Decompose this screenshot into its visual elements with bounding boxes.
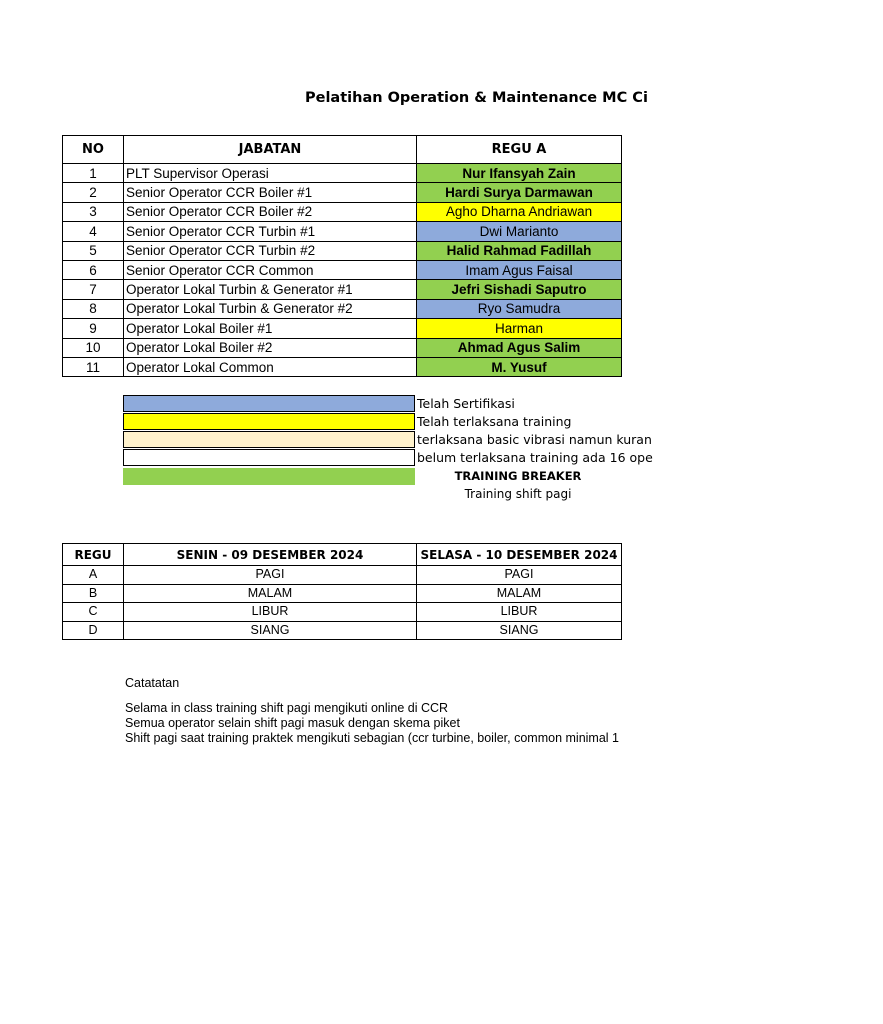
row-number: 3 <box>63 202 124 221</box>
schedule-table-header <box>63 544 622 566</box>
schedule-senin: MALAM <box>124 584 417 603</box>
legend-swatch-cream <box>123 431 415 448</box>
row-regu-a-name: Nur Ifansyah Zain <box>417 164 622 183</box>
row-number: 4 <box>63 222 124 241</box>
legend-row-shift-pagi <box>123 486 883 504</box>
row-number: 7 <box>63 280 124 299</box>
legend-row-basic <box>123 431 883 449</box>
row-regu-a-name: Ahmad Agus Salim <box>417 338 622 357</box>
row-jabatan: Operator Lokal Turbin & Generator #2 <box>124 299 417 318</box>
row-number: 6 <box>63 260 124 279</box>
legend-swatch-green <box>123 468 415 485</box>
row-number: 2 <box>63 183 124 202</box>
row-jabatan: PLT Supervisor Operasi <box>124 164 417 183</box>
legend-label-terlaksana: Telah terlaksana training <box>417 414 572 429</box>
header-regu: REGU <box>63 544 124 566</box>
personnel-table <box>62 135 622 377</box>
notes-heading: Catatatan <box>125 676 180 690</box>
row-jabatan: Senior Operator CCR Boiler #2 <box>124 202 417 221</box>
header-no: NO <box>63 136 124 164</box>
legend-swatch-white <box>123 449 415 466</box>
row-jabatan: Senior Operator CCR Common <box>124 260 417 279</box>
schedule-table <box>62 543 622 640</box>
row-jabatan: Operator Lokal Boiler #2 <box>124 338 417 357</box>
schedule-regu: B <box>63 584 124 603</box>
schedule-selasa: MALAM <box>417 584 622 603</box>
notes <box>125 676 625 746</box>
note-line: Selama in class training shift pagi mengikuti online di CCR <box>125 701 449 715</box>
row-regu-a-name: Hardi Surya Darmawan <box>417 183 622 202</box>
row-number: 8 <box>63 299 124 318</box>
row-jabatan: Senior Operator CCR Boiler #1 <box>124 183 417 202</box>
header-regu-a: REGU A <box>417 136 622 164</box>
schedule-selasa: LIBUR <box>417 603 622 622</box>
row-number: 11 <box>63 357 124 376</box>
row-number: 10 <box>63 338 124 357</box>
schedule-selasa: PAGI <box>417 566 622 585</box>
row-regu-a-name: Halid Rahmad Fadillah <box>417 241 622 260</box>
table-row <box>63 584 622 603</box>
row-regu-a-name: Harman <box>417 319 622 338</box>
legend-label-breaker: TRAINING BREAKER <box>454 469 582 483</box>
table-row <box>63 280 622 299</box>
table-row <box>63 603 622 622</box>
row-jabatan: Operator Lokal Turbin & Generator #1 <box>124 280 417 299</box>
legend-label-shift-pagi: Training shift pagi <box>464 487 572 501</box>
schedule-regu: A <box>63 566 124 585</box>
table-row <box>63 164 622 183</box>
personnel-table-header <box>63 136 622 164</box>
legend-swatch-yellow <box>123 413 415 430</box>
row-number: 5 <box>63 241 124 260</box>
table-row <box>63 338 622 357</box>
schedule-regu: D <box>63 621 124 640</box>
legend-label-sertifikasi: Telah Sertifikasi <box>417 396 515 411</box>
row-jabatan: Operator Lokal Boiler #1 <box>124 319 417 338</box>
row-jabatan: Operator Lokal Common <box>124 357 417 376</box>
row-regu-a-name: Jefri Sishadi Saputro <box>417 280 622 299</box>
table-row <box>63 260 622 279</box>
row-jabatan: Senior Operator CCR Turbin #2 <box>124 241 417 260</box>
table-row <box>63 202 622 221</box>
table-row <box>63 357 622 376</box>
header-senin: SENIN - 09 DESEMBER 2024 <box>124 544 417 566</box>
schedule-regu: C <box>63 603 124 622</box>
row-jabatan: Senior Operator CCR Turbin #1 <box>124 222 417 241</box>
row-regu-a-name: Ryo Samudra <box>417 299 622 318</box>
table-row <box>63 183 622 202</box>
legend-swatch-blue <box>123 395 415 412</box>
legend-label-belum: belum terlaksana training ada 16 ope <box>417 450 653 465</box>
legend-row-terlaksana <box>123 413 883 431</box>
header-selasa: SELASA - 10 DESEMBER 2024 <box>417 544 622 566</box>
schedule-senin: PAGI <box>124 566 417 585</box>
table-row <box>63 566 622 585</box>
table-row <box>63 222 622 241</box>
note-line: Semua operator selain shift pagi masuk dengan skema piket <box>125 716 460 730</box>
legend-row-sertifikasi <box>123 395 883 413</box>
table-row <box>63 241 622 260</box>
row-regu-a-name: Imam Agus Faisal <box>417 260 622 279</box>
legend-row-belum <box>123 449 883 467</box>
schedule-selasa: SIANG <box>417 621 622 640</box>
note-line: Shift pagi saat training praktek mengikuti sebagian (ccr turbine, boiler, common minimal 1 <box>125 731 619 745</box>
header-jabatan: JABATAN <box>124 136 417 164</box>
table-row <box>63 319 622 338</box>
page-title: Pelatihan Operation & Maintenance MC Ci <box>305 90 648 106</box>
table-row <box>63 621 622 640</box>
row-regu-a-name: Agho Dharna Andriawan <box>417 202 622 221</box>
legend-label-basic: terlaksana basic vibrasi namun kuran <box>417 432 652 447</box>
legend-row-breaker <box>123 468 883 486</box>
row-number: 1 <box>63 164 124 183</box>
schedule-senin: SIANG <box>124 621 417 640</box>
table-row <box>63 299 622 318</box>
row-number: 9 <box>63 319 124 338</box>
row-regu-a-name: M. Yusuf <box>417 357 622 376</box>
row-regu-a-name: Dwi Marianto <box>417 222 622 241</box>
schedule-senin: LIBUR <box>124 603 417 622</box>
